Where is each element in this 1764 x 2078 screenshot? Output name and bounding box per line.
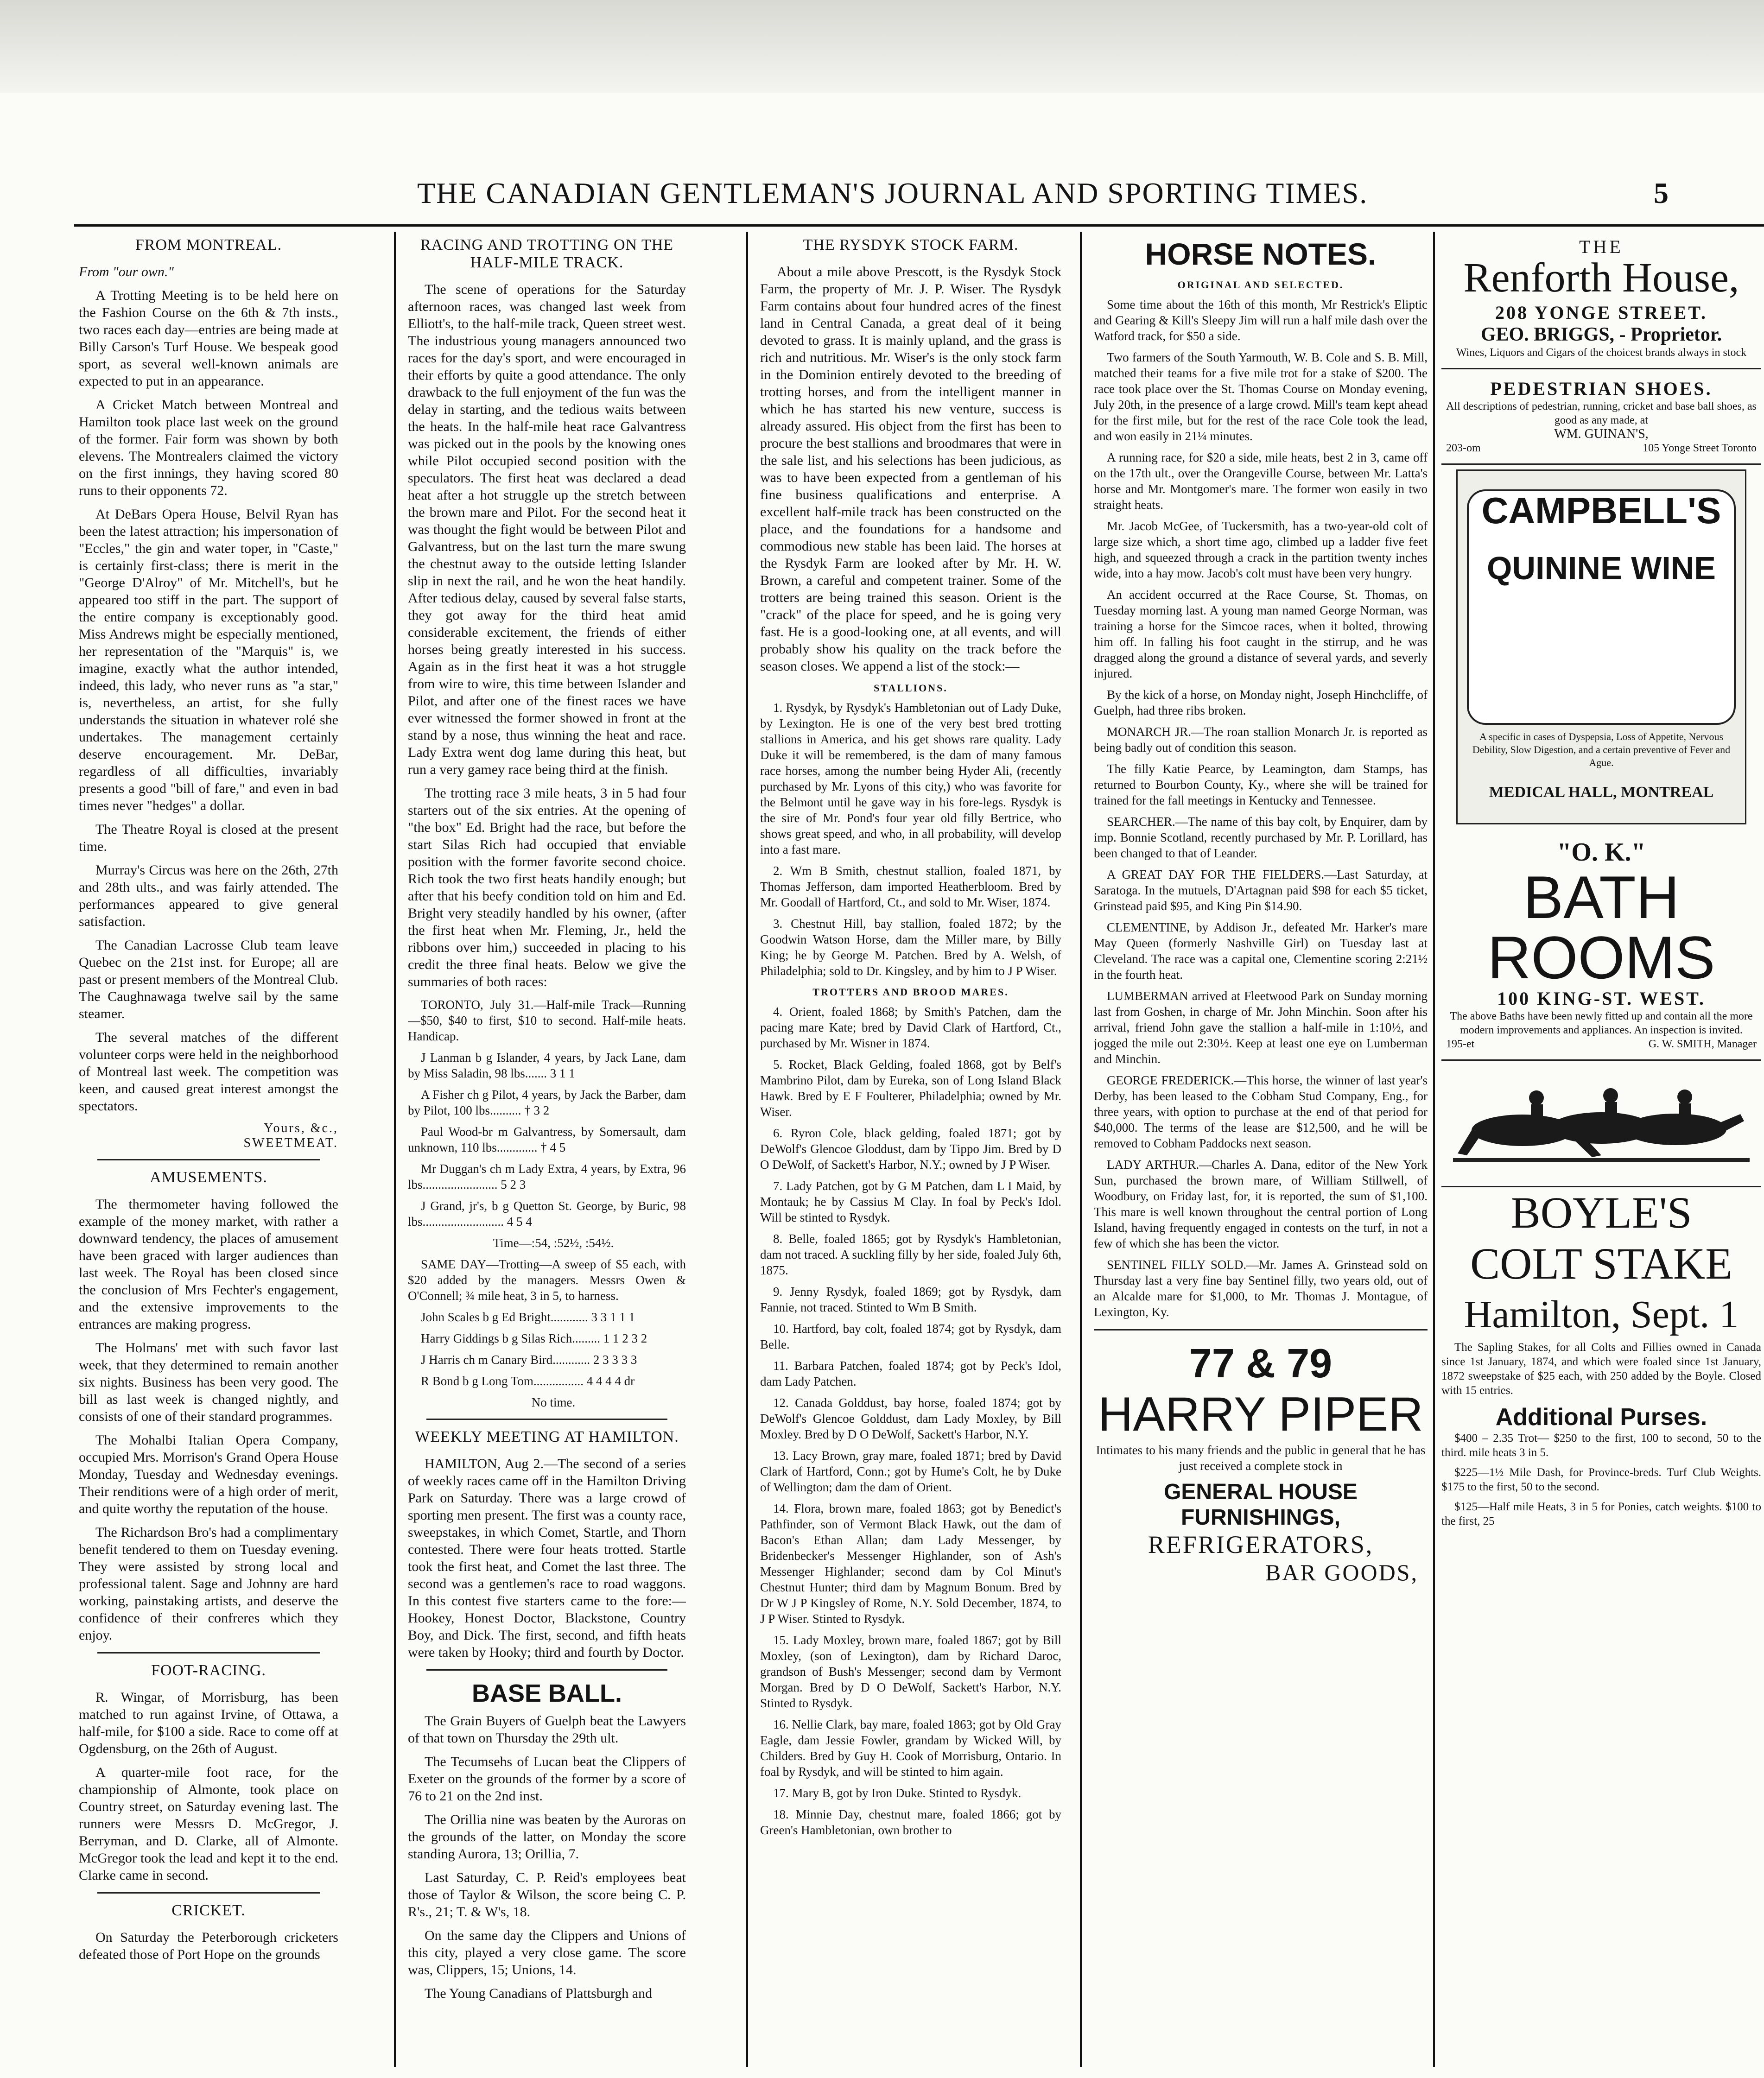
foot-racing-heading: FOOT-RACING. bbox=[151, 1662, 266, 1679]
bath-text: The above Baths have been newly fitted up and contain all the more modern improvements and appliances. An inspection is invited. bbox=[1450, 1010, 1753, 1036]
stock-entry: 12. Canada Golddust, bay horse, foaled 1874; got by DeWolf's Glencoe Golddust, dam Lady Moxley, by Bill Moxley. Bred by D O DeWolf, Sackett's Harbor, N.Y. bbox=[760, 1396, 1061, 1441]
article-paragraph: Last Saturday, C. P. Reid's employees beat those of Taylor & Wilson, the score being C. P. R's., 21; T. & W's, 18. bbox=[408, 1870, 686, 1920]
article-paragraph: The Young Canadians of Plattsburgh and bbox=[425, 1986, 653, 2001]
article-paragraph: The scene of operations for the Saturday afternoon races, was changed last week from Elliott's, to the half-mile track, Queen street west. The industrious young managers announced two races for the day's sport, and were encouraged in their efforts by quite a good attendance. The only drawback to the full enjoyment of the fun was the delay in starting, and the tedious waits between the heats. In the half-mile heat race Galvantress was picked out in the pools by the knowing ones while Pilot occupied second position with the speculators. The first heat was declared a dead heat after a hot struggle up the stretch between the brown mare and Pilot. For the second heat it was thought the fight would be between Pilot and Galvantress, but on the last turn the mare swung the chestnut away to the outside letting Islander slip in next the rail, and he won the heat handily. After tedious delay, caused by several false starts, they got away for the third heat amid considerable excitement, the friends of either horses being greatly interested in his success. Again as in the first heat it was a hot struggle from wire to wire, this time between Islander and Pilot, and after one of the finest races we have ever witnessed the former showed in front at the stand by a nose, thus winning the heat and race. Lady Extra went dog lame during this heat, but run a very gamey race being third at the finish. bbox=[408, 282, 686, 777]
stock-entry: 2. Wm B Smith, chestnut stallion, foaled 1871, by Thomas Jefferson, dam imported Heatherbloom. Bred by Mr. Goodall of Hartford, Ct., and sold to Mr. Wiser, 1874. bbox=[760, 864, 1061, 909]
column-rule bbox=[746, 232, 748, 2067]
piper-ad-number: 77 & 79 bbox=[1189, 1340, 1333, 1386]
article-paragraph: A quarter-mile foot race, for the championship of Almonte, took place on Country street, on Saturday evening last. The runners were Messrs D. McGregor, J. Berryman, and D. Clarke, all of Almonte. McGregor took the lead and kept it to the end. Clarke came in second. bbox=[79, 1765, 338, 1883]
racing-heading: RACING AND TROTTING ON THE HALF-MILE TRACK. bbox=[420, 236, 674, 271]
column-rule bbox=[394, 232, 396, 2067]
boyle-heading: BOYLE'S bbox=[1441, 1186, 1761, 1238]
quinine-brand: CAMPBELL'S bbox=[1481, 490, 1721, 531]
horse-note: LADY ARTHUR.—Charles A. Dana, editor of the New York Sun, purchased the brown mare, of William Stillwell, of Woodbury, on Friday last, for, it is reported, the sum of $1,100. This mare is well known throughout the central portion of Long Island, having frequently engaged in contests on the turf, in not a few of which she has been the victor. bbox=[1094, 1158, 1428, 1250]
horse-note: Two farmers of the South Yarmouth, W. B. Cole and S. B. Mill, matched their teams for a five mile trot for a stake of $200. The race took place over the St. Thomas Course on Monday evening, July 20th, in the presence of a large crowd. Mill's team kept ahead for the first mile, but for the rest of the race Cole took the lead, and won easily in 21¼ minutes. bbox=[1094, 350, 1428, 443]
montreal-heading: FROM MONTREAL. bbox=[135, 236, 282, 253]
article-paragraph: Murray's Circus was here on the 26th, 27th and 28th ults., and was fairly attended. The performances appeared to give general satisfaction. bbox=[79, 862, 338, 929]
stock-entry: 1. Rysdyk, by Rysdyk's Hambletonian out of Lady Duke, by Lexington. He is one of the very best bred trotting stallions in America, and his get shows rare quality. Lady Duke it will be remembered, is the dam of many famous race horses, among the number being Hyder Ali, (recently purchased by Mr. Lyons of this city,) who was favorite for the Belmont until he gave way in his fore-legs. Rysdyk is the sire of Mr. Pond's four year old filly Bertrice, who shows great speed, and who, in all probability, will develop into a fast mare. bbox=[760, 701, 1061, 856]
article-paragraph: On the same day the Clippers and Unions of this city, played a very close game. The score was, Clippers, 15; Unions, 14. bbox=[408, 1928, 686, 1977]
horse-note: LUMBERMAN arrived at Fleetwood Park on Sunday morning last from Goshen, in charge of Mr. John Minchin. Soon after his arrival, friend John gave the stallion a half-mile in 1:10½, and jogged the mile out 2:30½. Keep at least one eye on Lumberman and Minchin. bbox=[1094, 989, 1428, 1066]
piper-ad-furnishings: GENERAL HOUSE FURNISHINGS, bbox=[1164, 1480, 1358, 1530]
section-rule bbox=[1094, 1329, 1428, 1330]
renforth-ad bbox=[1441, 232, 1761, 369]
pedestrian-heading: PEDESTRIAN SHOES. bbox=[1490, 378, 1713, 399]
section-rule bbox=[97, 1652, 320, 1654]
bath-manager: G. W. SMITH, Manager bbox=[1648, 1038, 1757, 1050]
rysdyk-heading: THE RYSDYK STOCK FARM. bbox=[803, 236, 1019, 253]
quinine-product: QUININE WINE bbox=[1487, 550, 1716, 586]
stock-entry: 18. Minnie Day, chestnut mare, foaled 1866; got by Green's Hambletonian, own brother to bbox=[760, 1807, 1061, 1837]
article-paragraph: The Mohalbi Italian Opera Company, occupied Mrs. Morrison's Grand Opera House Monday, Tuesday and Wednesday evenings. Their renditions were of a high order of merit, and quite worthy the reputation of the house. bbox=[79, 1432, 338, 1516]
article-paragraph: The Orillia nine was beaten by the Auroras on the grounds of the latter, on Monday the score standing Aurora, 13; Orillia, 7. bbox=[408, 1812, 686, 1862]
summary-line: J Lanman b g Islander, 4 years, by Jack Lane, dam by Miss Saladin, 98 lbs....... 3 1 1 bbox=[408, 1051, 686, 1080]
article-paragraph: A Trotting Meeting is to be held here on the Fashion Course on the 6th & 7th insts., two races each day—entries are being made at Billy Carson's Turf House. We bespeak good sport, as several well-known animals are expected to put in an appearance. bbox=[79, 288, 338, 389]
colt-stakes-heading: COLT STAKE bbox=[1470, 1239, 1732, 1288]
article-paragraph: HAMILTON, Aug 2.—The second of a series of weekly races came off in the Hamilton Driving Park on Saturday. There was a large crowd of sporting men present. The first was a county race, sweepstakes, in which Comet, Startle, and Thorn contested. There were four heats trotted. Startle took the first heat, and Comet the last three. The second was a gentlemen's race to road waggons. In this contest five starters came to the fore:—Hookey, Honest Doctor, Blackstone, Country Boy, and Dick. The first, second, and fifth heats were taken by Hooky; third and fourth by Doctor. bbox=[408, 1456, 686, 1660]
horse-note: Some time about the 16th of this month, Mr Restrick's Eliptic and Gearing & Kill's Sleepy Jim will run a half mile dash over the Watford track, for $50 a side. bbox=[1094, 298, 1428, 343]
additional-purses-heading: Additional Purses. bbox=[1495, 1404, 1707, 1431]
stock-entry: 16. Nellie Clark, bay mare, foaled 1863; got by Old Gray Eagle, dam Jessie Fowler, grandam by Wicked Will, by Childers. Bred by Guy H. Cook of Morrisburg, Ontario. In foal by Rysdyk, and will be stinted to him again. bbox=[760, 1717, 1061, 1779]
horse-note: A running race, for $20 a side, mile heats, best 2 in 3, came off on the 17th ult., over the Orangeville Course, between Mr. Latta's horse and Mr. Montgomer's mare. The former won easily in two straight heats. bbox=[1094, 450, 1428, 512]
sapling-stakes-text: The Sapling Stakes, for all Colts and Fillies owned in Canada since 1st January, 1874, and which were foaled since 1st January, 1872 sweepstake of $25 each, with 250 added by the Boyle. Closed with 15 entries. bbox=[1441, 1341, 1761, 1397]
column-rule bbox=[1433, 232, 1435, 2067]
piper-ad-bar-goods: BAR GOODS, bbox=[1265, 1559, 1418, 1585]
renforth-address: 208 YONGE STREET. bbox=[1495, 302, 1708, 323]
summary-line: J Grand, jr's, b g Quetton St. George, by Buric, 98 lbs.......................... 4 5 4 bbox=[408, 1199, 686, 1229]
article-paragraph: The Canadian Lacrosse Club team leave Quebec on the 21st inst. for Europe; all are past or present members of the Montreal Club. The Caughnawaga twelve sail by the same steamer. bbox=[79, 938, 338, 1021]
masthead bbox=[139, 168, 1669, 219]
horse-note: MONARCH JR.—The roan stallion Monarch Jr. is reported as being badly out of condition this season. bbox=[1094, 725, 1428, 754]
horse-note: GEORGE FREDERICK.—This horse, the winner of last year's Derby, has been leased to the Cobham Stud Company, Eng., for three years, with option to purchase at the end of that period for $40,000. The terms of the lease are $12,500, and he will be removed to Cobham Paddocks next season. bbox=[1094, 1073, 1428, 1150]
piper-ad-name: HARRY PIPER bbox=[1098, 1387, 1423, 1441]
horse-note: An accident occurred at the Race Course, St. Thomas, on Tuesday morning last. A young man named George Norman, was training a horse for the Simcoe races, when it bolted, throwing him off. In falling his foot caught in the stirrup, and he was dragged along the ground a distance of several yards, and severly injured. bbox=[1094, 588, 1428, 680]
piper-ad-text: Intimates to his many friends and the public in general that he has just received a complete stock in bbox=[1096, 1443, 1426, 1473]
purse-line: $125—Half mile Heats, 3 in 5 for Ponies, catch weights. $100 to the first, 25 bbox=[1441, 1501, 1761, 1527]
horse-note: By the kick of a horse, on Monday night, Joseph Hinchcliffe, of Guelph, had three ribs broken. bbox=[1094, 688, 1428, 717]
renforth-name: Renforth House, bbox=[1463, 255, 1739, 301]
cricket-heading: CRICKET. bbox=[171, 1902, 246, 1919]
stock-entry: 13. Lacy Brown, gray mare, foaled 1871; bred by David Clark of Hartford, Conn.; got by Hume's Colt, he by Duke of Wellington; dam the dam of Orient. bbox=[760, 1449, 1061, 1494]
bath-rooms-ad bbox=[1441, 829, 1761, 1061]
quinine-seller: MEDICAL HALL, MONTREAL bbox=[1489, 784, 1714, 801]
column-3 bbox=[760, 232, 1061, 2069]
purse-line: $225—1½ Mile Dash, for Province-breds. Turf Club Weights. $175 to the first, 50 to the second. bbox=[1441, 1466, 1761, 1493]
page-number: 5 bbox=[1654, 177, 1669, 209]
hamilton-date: Hamilton, Sept. 1 bbox=[1464, 1293, 1739, 1336]
trotters-heading: TROTTERS AND BROOD MARES. bbox=[812, 986, 1009, 998]
pedestrian-text: All descriptions of pedestrian, running, cricket and base ball shoes, as good as any made, at bbox=[1446, 400, 1757, 426]
renforth-the: THE bbox=[1579, 236, 1624, 257]
section-rule bbox=[426, 1419, 667, 1420]
horse-note: CLEMENTINE, by Addison Jr., defeated Mr. Harker's mare May Queen (formerly Nashville Girl) on Tuesday last at Cleveland. The race was a capital one, Clementine scoring 2:21½ in the fourth heat. bbox=[1094, 920, 1428, 982]
article-paragraph: A Cricket Match between Montreal and Hamilton took place last week on the ground of the former. Fair form was shown by both elevens. The Montrealers claimed the victory on the first innings, they having scored 80 runs to their opponents 72. bbox=[79, 397, 338, 498]
stock-entry: 4. Orient, foaled 1868; by Smith's Patchen, dam the pacing mare Kate; bred by David Clark of Hartford, Ct., purchased by Mr. Wisner in 1874. bbox=[760, 1005, 1061, 1050]
bath-address: 100 KING-ST. WEST. bbox=[1497, 988, 1706, 1009]
pedestrian-code: 203-om bbox=[1446, 442, 1481, 454]
bath-code: 195-et bbox=[1446, 1038, 1475, 1050]
summary-time: No time. bbox=[531, 1395, 576, 1409]
pedestrian-shop: WM. GUINAN'S, bbox=[1554, 427, 1649, 441]
horse-note: A GREAT DAY FOR THE FIELDERS.—Last Saturday, at Saratoga. In the mutuels, D'Artagnan paid $98 for each $5 ticket, Grinstead paid $95, and King Pin $14.90. bbox=[1094, 868, 1428, 913]
article-paragraph: The Tecumsehs of Lucan beat the Clippers of Exeter on the grounds of the former by a score of 76 to 21 on the 2nd inst. bbox=[408, 1754, 686, 1804]
article-paragraph: The several matches of the different volunteer corps were held in the neighborhood of Montreal last week. The competition was keen, and caused great interest amongst the spectators. bbox=[79, 1030, 338, 1114]
stallions-heading: STALLIONS. bbox=[874, 682, 948, 694]
horse-notes-heading: HORSE NOTES. bbox=[1145, 237, 1377, 271]
stock-entry: 6. Ryron Cole, black gelding, foaled 1871; got by DeWolf's Glencoe Gloddust, dam by Tippo Jim. Bred by D O DeWolf, of Sackett's Harbor, N.Y.; owned by J P Wiser. bbox=[760, 1126, 1061, 1172]
article-paragraph: The Richardson Bro's had a complimentary benefit tendered to them on Tuesday evening. They were assisted by strong local and professional talent. Sage and Johnny are hard working, painstaking artists, and deserve the confidence of their confreres which they enjoy. bbox=[79, 1525, 338, 1643]
article-paragraph: The Holmans' met with such favor last week, that they determined to remain another six nights. Business has been very good. The bill as last week is changed nightly, and consists of one of their standard programmes. bbox=[79, 1340, 338, 1424]
stock-entry: 7. Lady Patchen, got by G M Patchen, dam L I Maid, by Montauk; he by Cassius M Clay. In foal by Peck's Idol. Will be stinted to Rysdyk. bbox=[760, 1179, 1061, 1224]
horse-note: The filly Katie Pearce, by Leamington, dam Stamps, has returned to Bourbon County, Ky., where she will be trained for trained for the fall meetings in Kentucky and Tennessee. bbox=[1094, 762, 1428, 807]
summary-line: SAME DAY—Trotting—A sweep of $5 each, with $20 added by the managers. Messrs Owen & O'Connell; ¾ mile heat, 3 in 5, to harness. bbox=[408, 1257, 686, 1303]
horse-note: SENTINEL FILLY SOLD.—Mr. James A. Grinstead sold on Thursday last a very fine bay Sentinel filly, two years old, out of an Alcalde mare for $1,000, to Mr. Thomas J. Montague, of Lexington, Ky. bbox=[1094, 1258, 1428, 1319]
stock-entry: 8. Belle, foaled 1865; got by Rysdyk's Hambletonian, dam not traced. A suckling filly by her side, foaled July 6th, 1875. bbox=[760, 1232, 1061, 1277]
column-rule bbox=[1080, 232, 1082, 2067]
horse-notes-subheading: ORIGINAL AND SELECTED. bbox=[1177, 279, 1344, 291]
column-4 bbox=[1094, 232, 1428, 2069]
masthead-rule bbox=[74, 224, 1764, 227]
article-paragraph: About a mile above Prescott, is the Rysdyk Stock Farm, the property of Mr. J. P. Wiser. The Rysdyk Farm contains about four hundred acres of the finest land in Central Canada, a great deal of it being devoted to grass. It is mainly upland, and the grass is rich and nutritious. Mr. Wiser's is the only stock farm in the Dominion entirely devoted to the breeding of trotting horses, and from the intelligent manner in which he has started his new venture, success is already assured. His object from the first has been to procure the best stallions and broodmares that were in the sale list, and his selections has been judicious, as was to have been expected from a gentleman of his fine business qualifications and enterprise. A excellent half-mile track has been constructed on the place, and the foundations for a handsome and commodious new stable has been laid. The horses at the Rysdyk Farm are looked after by Mr. H. W. Brown, a careful and competent trainer. Some of the trotters are being trained this season. Orient is the "crack" of the place for speed, and he is going very fast. He is a good-looking one, at all events, and will probably show his quality on the track before the season closes. We append a list of the stock:— bbox=[760, 264, 1061, 674]
stock-entry: 15. Lady Moxley, brown mare, foaled 1867; got by Bill Moxley, (son of Lexington), dam by Richard Daroc, grandson of Bush's Messenger; second dam by Vermont Morgan. Bred by D O DeWolf, Sackett's Harbor, N.Y. Stinted to Rysdyk. bbox=[760, 1633, 1061, 1710]
section-rule bbox=[97, 1159, 320, 1160]
column-5-ads bbox=[1441, 232, 1761, 2069]
renforth-line: Wines, Liquors and Cigars of the choicest brands always in stock bbox=[1456, 347, 1747, 359]
bath-ok: "O. K." bbox=[1557, 838, 1646, 867]
racing-horses-illustration bbox=[1453, 1070, 1750, 1177]
summary-time: Time—:54, :52½, :54½. bbox=[493, 1236, 614, 1250]
renforth-proprietor: GEO. BRIGGS, - Proprietor. bbox=[1480, 324, 1722, 345]
summary-line: Paul Wood-br m Galvantress, by Somersault, dam unknown, 110 lbs............. † 4 5 bbox=[408, 1125, 686, 1154]
signature: SWEETMEAT. bbox=[243, 1136, 338, 1150]
section-rule bbox=[426, 1669, 667, 1671]
quinine-text: A specific in cases of Dyspepsia, Loss of Appetite, Nervous Debility, Slow Digestion, and a certain preventive of Fever and Ague. bbox=[1472, 731, 1731, 768]
amusements-heading: AMUSEMENTS. bbox=[150, 1169, 267, 1186]
page-title: THE CANADIAN GENTLEMAN'S JOURNAL AND SPORTING TIMES. bbox=[417, 177, 1368, 209]
quinine-wine-ad bbox=[1456, 469, 1746, 824]
article-paragraph: The Theatre Royal is closed at the present time. bbox=[79, 822, 338, 854]
purse-line: $400 – 2.35 Trot— $250 to the first, 100 to second, 50 to the third. mile heats 3 in 5. bbox=[1441, 1432, 1761, 1459]
pedestrian-ad bbox=[1441, 369, 1761, 465]
summary-line: Harry Giddings b g Silas Rich......... 1 1 2 3 2 bbox=[421, 1331, 647, 1345]
stock-entry: 3. Chestnut Hill, bay stallion, foaled 1872; by the Goodwin Watson Horse, dam the Miller mare, by Billy King; he by George M. Patchen. Bred by A. Welsh, of Philadelphia; sold to Dr. Kingsley, and by him to J P Wiser. bbox=[760, 917, 1061, 978]
signoff: Yours, &c., bbox=[264, 1121, 338, 1135]
scan-shadow bbox=[0, 0, 1764, 93]
stock-entry: 10. Hartford, bay colt, foaled 1874; got by Rysdyk, dam Belle. bbox=[760, 1322, 1061, 1351]
article-paragraph: At DeBars Opera House, Belvil Ryan has been the latest attraction; his impersonation of "Eccles," the gin and water toper, in "Caste," is certainly first-class; there is merit in the "George D'Alroy" of Mr. Mitchell's, but he appeared too stiff in the part. The support of the entire company is exceptionably good. Miss Andrews might be especially mentioned, her representation of the "Marquis" is, we imagine, exactly what the author intended, indeed, this lady, who never runs as "a star," is, nevertheless, an artist, for she fully understands the situation in whatever rolé she undertakes. The management certainly deserve encouragement. Mr. DeBar, regardless of all difficulties, invariably presents a good "bill of fare," and even in bad times never "hedges" a dollar. bbox=[79, 507, 338, 813]
stock-entry: 5. Rocket, Black Gelding, foaled 1868, got by Belf's Mambrino Pilot, dam by Eureka, son of Long Island Black Hawk. Bred by E F Foulterer, Philadelphia; owned by Mr. Wiser. bbox=[760, 1058, 1061, 1119]
summary-line: J Harris ch m Canary Bird............ 2 3 3 3 3 bbox=[421, 1353, 637, 1367]
byline: From "our own." bbox=[79, 264, 174, 279]
stock-entry: 11. Barbara Patchen, foaled 1874; got by Peck's Idol, dam Lady Patchen. bbox=[760, 1359, 1061, 1388]
summary-line: TORONTO, July 31.—Half-mile Track—Running —$50, $40 to first, $10 to second. Half-mile heats. Handicap. bbox=[408, 998, 686, 1043]
pedestrian-address: 105 Yonge Street Toronto bbox=[1643, 442, 1757, 454]
section-rule bbox=[97, 1892, 320, 1894]
bath-heading: BATH ROOMS bbox=[1487, 863, 1715, 991]
piper-ad-refrigerators: REFRIGERATORS, bbox=[1148, 1531, 1374, 1558]
summary-line: R Bond b g Long Tom................ 4 4 4 4 dr bbox=[421, 1374, 635, 1388]
article-paragraph: R. Wingar, of Morrisburg, has been matched to run against Irvine, of Ottawa, a half-mile, for $100 a side. Race to come off at Ogdensburg, on the 26th of August. bbox=[79, 1690, 338, 1756]
summary-line: John Scales b g Ed Bright............ 3 3 1 1 1 bbox=[421, 1310, 635, 1324]
article-paragraph: On Saturday the Peterborough cricketers defeated those of Port Hope on the grounds bbox=[79, 1930, 338, 1962]
column-1 bbox=[79, 232, 338, 2069]
article-paragraph: The Grain Buyers of Guelph beat the Lawyers of that town on Thursday the 29th ult. bbox=[408, 1713, 686, 1746]
article-paragraph: The trotting race 3 mile heats, 3 in 5 had four starters out of the six entries. At the opening of "the box" Ed. Bright had the race, but before the start Silas Rich had occupied that enviable position with the former favorite second choice. Rich took the two first heats handily enough; but after that his beefy condition told on him and Ed. Bright very steadily handled by his owner, (after the first heat when Mr. Fleming, Jr., held the ribbons over him,) succeeded in placing to his credit the three final heats. Below we give the summaries of both races: bbox=[408, 786, 686, 989]
horse-note: SEARCHER.—The name of this bay colt, by Enquirer, dam by imp. Bonnie Scotland, recently purchased by Mr. P. Lorillard, has been changed to that of Leander. bbox=[1094, 815, 1428, 860]
baseball-heading: BASE BALL. bbox=[472, 1679, 622, 1707]
column-2 bbox=[408, 232, 686, 2069]
stock-entry: 17. Mary B, got by Iron Duke. Stinted to Rysdyk. bbox=[773, 1786, 1022, 1800]
summary-line: A Fisher ch g Pilot, 4 years, by Jack the Barber, dam by Pilot, 100 lbs.......... † 3 2 bbox=[408, 1088, 686, 1117]
stock-entry: 9. Jenny Rysdyk, foaled 1869; got by Rysdyk, dam Fannie, not traced. Stinted to Wm B Smith. bbox=[760, 1285, 1061, 1314]
article-paragraph: The thermometer having followed the example of the money market, with rather a downward tendency, the places of amusement have been graced with larger audiences than last week. The Royal has been closed since the conclusion of Mrs Fechter's engagement, and the extensive improvements to the entrances are making progress. bbox=[79, 1197, 338, 1332]
weekly-meeting-heading: WEEKLY MEETING AT HAMILTON. bbox=[415, 1428, 679, 1445]
horse-note: Mr. Jacob McGee, of Tuckersmith, has a two-year-old colt of large size which, a short time ago, climbed up a ladder five feet high, and squeezed through a crack in the partition twenty inches wide, into a hay mow. Jacob's colt must have been very hungry. bbox=[1094, 519, 1428, 580]
summary-line: Mr Duggan's ch m Lady Extra, 4 years, by Extra, 96 lbs........................ 5 2 3 bbox=[408, 1162, 686, 1191]
stock-entry: 14. Flora, brown mare, foaled 1863; got by Benedict's Pathfinder, son of Vermont Black Hawk, out the dam of Bacon's Ethan Allan; dam Lady Messenger, by Bridenbecker's Messenger Highlander, son of Ash's Messenger Highlander; second dam by Col Minut's Chestnut Hunter; third dam by Magnum Bonum. Bred by Dr W J P Kingsley of Rome, N.Y. Sold December, 1874, to J P Wiser. Stinted to Rysdyk. bbox=[760, 1501, 1061, 1626]
